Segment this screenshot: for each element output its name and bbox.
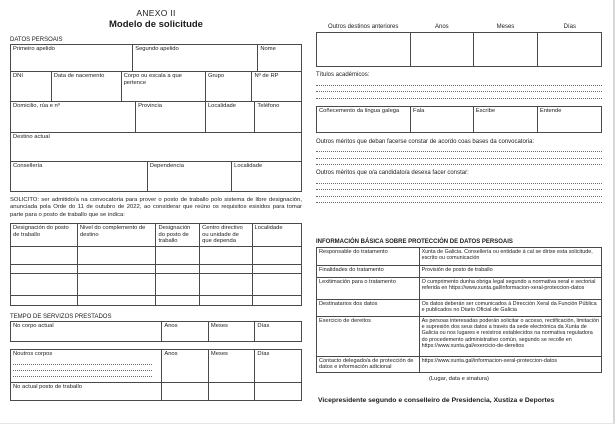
posto-cell[interactable] [156,247,200,265]
meses-field[interactable]: Meses [208,350,255,383]
posto-col-header: Designación do posto de traballo [156,224,200,247]
data-nacemento-field[interactable]: Data de nacemento [51,72,121,102]
tempo-noutros-corpos-table [10,349,302,401]
form-title: Modelo de solicitude [109,19,203,30]
protection-row-value: O cumprimento dunha obriga legal segundo a normativa xeral e sectorial referida en https://www.xunta.gal/informacion-xeral-proteccion-datos [419,278,601,300]
outros-destinos-cell[interactable] [317,33,411,67]
personal-data-table-row1 [10,44,302,72]
proteccion-datos-table [316,247,602,373]
posto-col-header: Centro directivo ou unidade de que dependa [200,224,252,247]
posto-col-header: Designación do posto de traballo [11,224,78,247]
meses-value-cell[interactable] [473,33,537,67]
dependencia-field[interactable]: Dependencia [147,162,231,192]
posto-cell[interactable] [200,247,252,265]
destino-actual-field[interactable]: Destino actual [11,133,302,162]
fill-in-lines [13,359,159,377]
posto-cell[interactable] [200,296,252,306]
telefono-field[interactable]: Teléfono [255,102,302,133]
posto-col-header: Nivel do complemento de destino [77,224,156,247]
anos-value-cell[interactable] [162,383,209,401]
dotted-line [316,92,602,99]
right-column [316,24,602,382]
protection-row-value: https://www.xunta.gal/informacion-xeral-proteccion-datos [419,357,601,373]
posto-cell[interactable] [200,265,252,274]
anos-field[interactable]: Anos [162,322,209,342]
escribe-field[interactable]: Escribe [473,106,537,132]
posto-cell[interactable] [11,296,78,306]
localidade-field[interactable]: Localidade [205,102,254,133]
meritos-convocatoria-heading: Outros méritos que deban facerse constar de acordo coas bases da convocatoria: [316,138,535,145]
dias-field[interactable]: Días [255,350,302,383]
titulos-fill-in-lines [316,79,602,99]
tempo-corpo-actual-table [10,321,302,342]
protection-row-value: Provisión de posto de traballo [419,266,601,278]
meses-label: Meses [496,24,515,30]
posto-cell[interactable] [252,265,302,274]
signatory-title: Vicepresidente segundo e conselleiro de Presidencia, Xustiza e Deportes [318,397,555,404]
protection-row-label: Lexitimación para o tratamento [317,278,420,300]
dias-label: Días [563,24,576,30]
dotted-line [316,159,602,166]
outros-destinos-table [316,32,602,67]
entende-field[interactable]: Entende [537,106,601,132]
posto-cell[interactable] [252,296,302,306]
protection-row-value: As persoas interesadas poderán solicitar o acceso, rectificación, limitación e supresión dos seus datos a través da sede electrónica da Xunta de Galicia ou nos lugares e rexistros establecidos na normativa reguladora do procedemento administrativo común, segundo se recolle en https://www.xunta.gal/exercicio-de-dereitos [419,317,601,357]
domicilio-field[interactable]: Domicilio, rúa e nº [11,102,136,133]
posto-cell[interactable] [11,247,78,265]
protection-row-value: Xunta de Galicia. Consellería ou entidade á cal se dirixe esta solicitude, escrito ou comunicación [419,248,601,266]
dotted-line [316,197,602,204]
meritos-convocatoria-fill-in-lines [316,146,602,166]
no-corpo-actual-field[interactable]: No corpo actual [11,322,162,342]
posto-traballo-table [10,223,302,306]
anos-field[interactable]: Anos [162,350,209,383]
posto-cell[interactable] [11,274,78,296]
noutros-corpos-label: Noutros corpos [13,351,53,358]
posto-cell[interactable] [252,274,302,296]
personal-data-table-row2 [10,71,302,102]
protection-row-label: Finalidades do tratamento [317,266,420,278]
dias-field[interactable]: Días [255,322,302,342]
posto-cell[interactable] [77,274,156,296]
lugar-data-sinatura-label: (Lugar, data e sinatura) [429,376,489,382]
lingua-galega-field[interactable]: Coñecemento da lingua galega [317,106,411,132]
noutros-corpos-field[interactable] [11,350,162,383]
proteccion-datos-heading: INFORMACIÓN BÁSICA SOBRE PROTECCIÓN DE DATOS PERSOAIS [316,239,513,245]
posto-cell[interactable] [156,296,200,306]
meritos-candidato-heading: Outros méritos que o/a candidato/a desexa facer constar: [316,170,469,176]
personal-data-table-row3 [10,101,302,133]
tempo-servizos-heading: TEMPO DE SERVIZOS PRESTADOS [10,314,112,321]
provincia-field[interactable]: Provincia [136,102,206,133]
posto-cell[interactable] [77,265,156,274]
posto-cell[interactable] [11,265,78,274]
protection-row-label: Exercicio de dereitos [317,317,420,357]
solicito-paragraph: SOLICITO: ser admitido/a na convocatoria para prover o posto de traballo polo sistema de libre designación, anunciada pola Orde do 11 de outubro de 2022, ao considerar que reúno os requisitos esixidos para tomar parte para o posto de traballo que se indica: [10,197,302,218]
meses-value-cell[interactable] [208,383,255,401]
posto-cell[interactable] [200,274,252,296]
personal-data-table-row4 [10,132,302,162]
posto-cell[interactable] [77,296,156,306]
localidade2-field[interactable]: Localidade [232,162,302,192]
anos-value-cell[interactable] [411,33,474,67]
posto-col-header: Localidade [252,224,302,247]
grupo-field[interactable]: Grupo [205,72,252,102]
fala-field[interactable]: Fala [411,106,474,132]
dni-field[interactable]: DNI [11,72,52,102]
personal-data-table-row5 [10,161,302,192]
primeiro-apelido-field[interactable]: Primeiro apelido [11,45,133,72]
nome-field[interactable]: Nome [258,45,302,72]
posto-cell[interactable] [156,265,200,274]
anos-label: Anos [434,24,449,30]
titulos-academicos-heading: Títulos académicos: [316,72,370,78]
segundo-apelido-field[interactable]: Segundo apelido [133,45,258,72]
protection-row-value: Os datos deberán ser comunicados á Dirección Xeral da Función Pública e publicados no Diario Oficial de Galicia [419,300,601,317]
form-annex-title: ANEXO II [136,8,176,18]
meses-field[interactable]: Meses [208,322,255,342]
outros-destinos-label: Outros destinos anteriores [328,24,399,30]
no-actual-posto-field[interactable]: No actual posto de traballo [11,383,162,401]
datos-persoais-heading: DATOS PERSOAIS [10,37,63,43]
posto-cell[interactable] [77,247,156,265]
dias-value-cell[interactable] [255,383,302,401]
protection-row-label: Contacto delegado/a de protección de datos e información adicional [317,357,420,373]
dotted-line [13,371,152,377]
lingua-galega-table [316,106,602,133]
protection-row-label: Responsable do tratamento [317,248,420,266]
dias-value-cell[interactable] [537,33,601,67]
num-rp-field[interactable]: Nº de RP [252,72,302,102]
outros-destinos-header-row [316,24,602,30]
posto-cell[interactable] [156,274,200,296]
conselleria-field[interactable]: Consellería [11,162,148,192]
posto-cell[interactable] [252,247,302,265]
left-column [10,8,302,401]
protection-row-label: Destinatarios dos datos [317,300,420,317]
meritos-candidato-fill-in-lines [316,177,602,203]
corpo-escala-field[interactable]: Corpo ou escala a que pertence [121,72,205,102]
